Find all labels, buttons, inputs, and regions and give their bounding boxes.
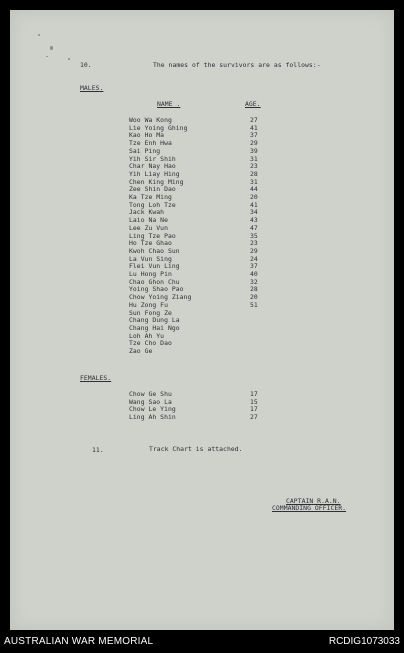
survivor-name: Sai Ping [129, 146, 161, 155]
survivor-name: La Vun Sing [129, 254, 172, 263]
survivor-name: Chow Yoing Ziang [129, 293, 192, 302]
survivor-name: Tze Enh Hwa [129, 139, 172, 148]
survivor-row [10, 117, 394, 125]
survivor-age: 28 [250, 169, 258, 178]
survivor-row [10, 248, 394, 256]
survivor-name: Tze Cho Dao [129, 339, 172, 348]
survivor-age: 27 [250, 413, 258, 422]
survivor-name: Lee Zu Vun [129, 223, 168, 232]
survivor-row [10, 140, 394, 148]
name-column-header: NAME . [157, 100, 181, 108]
survivor-name: Ling Tze Pao [129, 231, 176, 240]
survivor-name: Flei Vun Ling [129, 262, 180, 271]
survivor-row [10, 391, 394, 399]
survivor-name: Hu Zong Fu [129, 300, 168, 309]
survivor-row [10, 271, 394, 279]
survivor-row [10, 202, 394, 210]
survivor-name: Zao Ge [129, 347, 153, 355]
survivor-row [10, 163, 394, 171]
females-heading: FEMALES. [80, 374, 112, 382]
record-id: RCDIG1073033 [328, 636, 400, 647]
survivor-row [10, 240, 394, 248]
survivor-name: Zee Shin Dao [129, 185, 176, 194]
survivor-age: 34 [250, 208, 258, 217]
survivor-name: Yih Liay Hing [129, 169, 180, 178]
survivor-name: Chao Ghon Chu [129, 277, 180, 286]
survivor-row [10, 414, 394, 422]
survivor-row [10, 194, 394, 202]
survivor-name: Chow Ge Shu [129, 390, 172, 398]
paragraph-10-text: The names of the survivors are as follows:- [153, 61, 321, 69]
archive-name: AUSTRALIAN WAR MEMORIAL [4, 636, 154, 647]
survivor-row [10, 302, 394, 310]
survivor-age: 37 [250, 262, 258, 271]
survivor-age: 28 [250, 285, 258, 294]
survivor-name: Ling Ah Shin [129, 413, 176, 422]
survivor-age: 39 [250, 146, 258, 155]
survivor-age: 32 [250, 277, 258, 286]
survivor-row [10, 186, 394, 194]
survivor-row [10, 263, 394, 271]
survivor-age: 29 [250, 246, 258, 255]
survivor-name: Char Nay Hao [129, 162, 176, 171]
survivor-row [10, 325, 394, 333]
survivor-age: 17 [250, 390, 258, 398]
survivor-row [10, 317, 394, 325]
survivor-row [10, 406, 394, 414]
survivor-age: 29 [250, 139, 258, 148]
survivor-name: Ho Tze Ghao [129, 239, 172, 248]
survivor-age: 47 [250, 223, 258, 232]
survivor-age: 51 [250, 300, 258, 309]
survivor-age: 44 [250, 185, 258, 194]
document-page [10, 10, 394, 630]
survivor-row [10, 225, 394, 233]
survivor-age: 24 [250, 254, 258, 263]
survivor-age: 23 [250, 239, 258, 248]
survivor-age: 31 [250, 154, 258, 163]
survivor-name: Ka Tze Ming [129, 193, 172, 201]
survivor-row [10, 125, 394, 133]
survivor-row [10, 333, 394, 341]
paragraph-11-text: Track Chart is attached. [149, 445, 243, 453]
survivor-name: Kwoh Chao Sun [129, 246, 180, 255]
paragraph-10-number: 10. [80, 61, 92, 69]
survivor-age: 20 [250, 293, 258, 302]
survivor-row [10, 132, 394, 140]
survivor-name: Laio Na Ne [129, 216, 168, 225]
survivor-name: Lu Hong Pin [129, 270, 172, 278]
survivor-row [10, 179, 394, 187]
survivor-age: 27 [250, 116, 258, 124]
survivor-name: Kao Ho Ma [129, 131, 165, 140]
age-column-header: AGE. [245, 100, 261, 108]
survivor-age: 17 [250, 405, 258, 414]
survivor-row [10, 348, 394, 356]
survivor-age: 35 [250, 231, 258, 240]
survivor-name: Yoing Shao Pao [129, 285, 184, 294]
staple-mark [68, 58, 70, 60]
survivor-row [10, 399, 394, 407]
survivor-row [10, 340, 394, 348]
survivor-row [10, 209, 394, 217]
survivor-name: Tong Loh Tze [129, 200, 176, 209]
survivor-row [10, 279, 394, 287]
survivor-name: Yih Sir Shih [129, 154, 176, 163]
survivor-age: 40 [250, 270, 258, 278]
signature-rank: CAPTAIN R.A.N. [286, 497, 341, 505]
survivor-age: 31 [250, 177, 258, 186]
signature-title: COMMANDING OFFICER. [272, 504, 347, 512]
survivor-name: Chang Hai Ngo [129, 323, 180, 332]
survivor-name: Chang Dung La [129, 316, 180, 325]
survivor-age: 20 [250, 193, 258, 201]
survivor-name: Lie Yoing Ghing [129, 123, 188, 132]
survivor-name: Chen King Ming [129, 177, 184, 186]
survivor-name: Sun Fong Ze [129, 308, 172, 317]
survivor-age: 23 [250, 162, 258, 171]
survivor-name: Woo Wa Kong [129, 116, 172, 124]
males-heading: MALES. [80, 84, 104, 92]
survivor-row [10, 171, 394, 179]
survivor-name: Loh Ah Yu [129, 331, 165, 340]
survivor-name: Chow Le Ying [129, 405, 176, 414]
survivor-row [10, 286, 394, 294]
survivor-age: 41 [250, 200, 258, 209]
staple-mark [46, 56, 48, 57]
paragraph-11-number: 11. [92, 446, 104, 454]
survivor-row [10, 233, 394, 241]
survivor-name: Wang Sao La [129, 397, 172, 406]
survivor-row [10, 294, 394, 302]
survivor-row [10, 310, 394, 318]
survivor-age: 43 [250, 216, 258, 225]
survivor-age: 15 [250, 397, 258, 406]
archive-footer [0, 630, 404, 653]
staple-mark [38, 34, 40, 36]
survivor-age: 41 [250, 123, 258, 132]
survivor-row [10, 156, 394, 164]
staple-mark [50, 46, 53, 50]
survivor-row [10, 217, 394, 225]
survivor-row [10, 256, 394, 264]
survivor-row [10, 148, 394, 156]
survivor-name: Jack Kwah [129, 208, 165, 217]
survivor-age: 37 [250, 131, 258, 140]
